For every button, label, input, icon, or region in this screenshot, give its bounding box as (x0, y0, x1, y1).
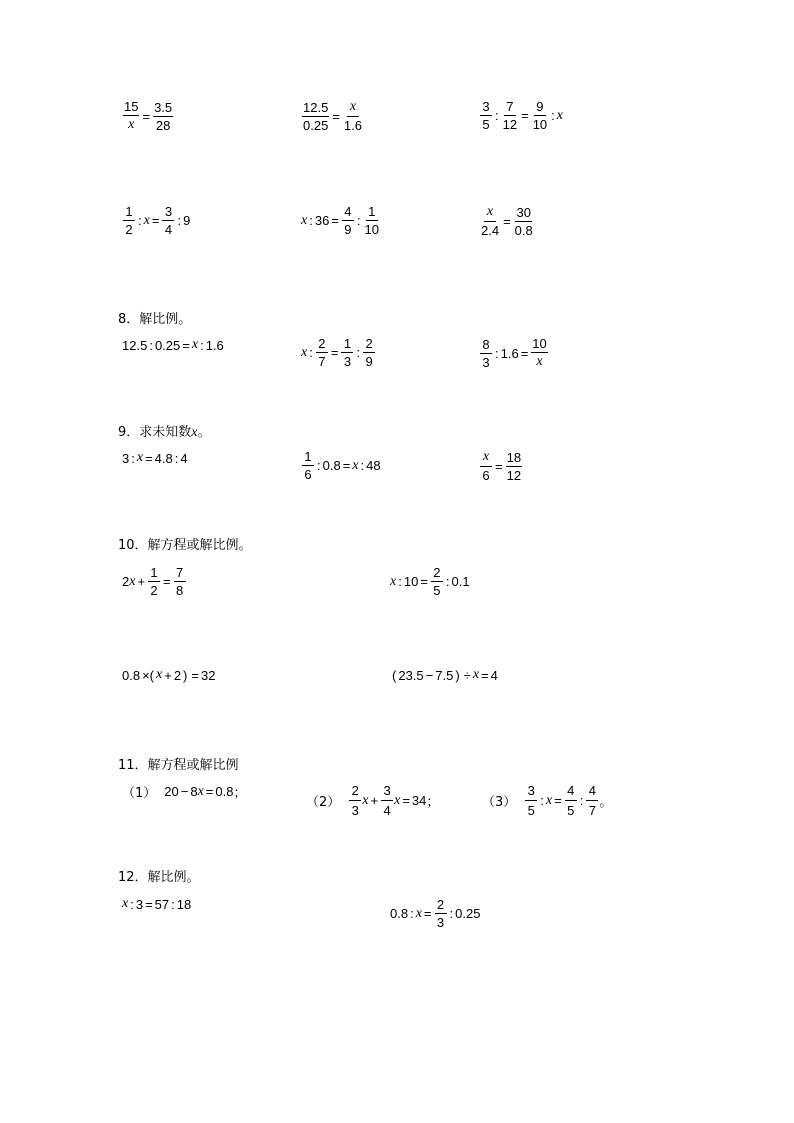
plus-sign: + (370, 793, 379, 808)
numerator: 1 (123, 205, 135, 221)
number: 2 (173, 667, 182, 683)
numerator: 3 (381, 783, 393, 801)
heading-text: 9．求未知数 (118, 425, 192, 440)
equation-10-1 (122, 566, 187, 597)
equation-10-3 (122, 668, 215, 682)
equals-sign: = (163, 574, 171, 589)
numerator: 12.5 (303, 99, 329, 115)
denominator: 3 (351, 803, 359, 818)
problem-11-2 (306, 783, 439, 818)
equation-12-2 (390, 898, 480, 929)
ratio-colon: : (171, 896, 175, 912)
fraction (381, 783, 393, 818)
number: 48 (366, 458, 381, 473)
variable: x (362, 792, 369, 808)
fraction (148, 566, 160, 597)
denominator: 5 (567, 803, 575, 818)
number: 9 (183, 213, 191, 228)
numerator: 4 (565, 783, 577, 801)
fraction (480, 338, 492, 369)
number: 0.8 (390, 906, 409, 921)
equals-sign: = (342, 458, 351, 473)
variable: x (136, 450, 144, 465)
number: 4 (490, 667, 498, 683)
denominator: 9 (344, 222, 352, 237)
problem-11-3 (482, 783, 612, 818)
fraction (502, 100, 518, 131)
ratio-colon: : (495, 345, 499, 361)
equation-4 (122, 205, 190, 236)
fraction (431, 566, 443, 597)
equals-sign: = (151, 213, 160, 228)
number: 4.8 (154, 450, 173, 466)
number: 0.8 (122, 667, 141, 683)
numerator: 18 (506, 449, 522, 465)
denominator: 5 (433, 583, 441, 598)
numerator: 2 (349, 783, 361, 801)
numerator: 15 (124, 99, 139, 114)
equation-12-1 (122, 897, 191, 911)
numerator: 3 (525, 783, 537, 801)
equation-9-1 (122, 451, 188, 465)
equation-1 (122, 100, 174, 132)
ratio-colon: : (398, 574, 402, 589)
ratio-colon: : (130, 896, 134, 912)
denominator: 10 (364, 222, 379, 237)
problem-label: （3） (482, 795, 517, 810)
number: 20 (164, 784, 179, 799)
numerator: 3 (480, 100, 492, 116)
numerator: 10 (532, 336, 547, 351)
denominator: 4 (164, 222, 173, 237)
numerator: 8 (480, 338, 492, 354)
ratio-colon: : (149, 337, 153, 353)
equation-6 (479, 205, 535, 237)
fraction (343, 100, 363, 132)
numerator: 30 (516, 204, 531, 220)
fraction (363, 337, 375, 368)
fraction (435, 898, 447, 929)
punctuation: ； (426, 795, 440, 810)
ratio-colon: : (174, 450, 179, 466)
ratio-colon: : (200, 337, 204, 353)
equals-sign: = (330, 345, 339, 360)
ratio-colon: : (551, 108, 555, 123)
minus-sign: − (180, 784, 189, 799)
ratio-colon: : (540, 793, 544, 808)
numerator: 1 (148, 566, 160, 582)
denominator: 7 (318, 354, 326, 369)
equation-10-2 (390, 566, 470, 597)
variable: x (129, 573, 136, 589)
fraction (531, 337, 547, 369)
numerator: 7 (174, 566, 186, 582)
fraction (565, 783, 577, 818)
punctuation: 。 (599, 795, 613, 810)
fraction (316, 337, 328, 368)
ratio-colon: : (356, 345, 361, 360)
equation (524, 783, 599, 818)
fraction (174, 566, 186, 597)
number: 0.25 (455, 906, 481, 921)
variable: x (390, 573, 397, 589)
fraction (525, 783, 537, 818)
variable: x (394, 792, 401, 808)
ratio-colon: : (131, 450, 135, 466)
numerator: 4 (342, 205, 354, 221)
variable: x (472, 667, 480, 682)
numerator: 2 (435, 898, 447, 914)
denominator: 5 (482, 117, 490, 132)
fraction (364, 205, 380, 236)
ratio-colon: : (445, 574, 450, 589)
fraction (480, 205, 500, 237)
fraction (342, 205, 354, 236)
numerator: 1 (341, 337, 353, 353)
numerator: 1 (366, 205, 378, 221)
variable: x (301, 344, 308, 360)
variable: x (545, 792, 553, 808)
equation (164, 784, 233, 800)
fraction (302, 450, 314, 481)
divide-sign: ÷ (463, 667, 471, 683)
equation-9-3 (479, 450, 523, 482)
fraction (514, 206, 534, 237)
denominator: 12 (502, 117, 518, 132)
denominator: x (536, 354, 543, 369)
equals-sign: = (205, 784, 214, 799)
equals-sign: = (142, 108, 151, 124)
number: 0.8 (215, 784, 234, 799)
equation-8-1 (122, 338, 224, 352)
equals-sign: = (145, 450, 153, 466)
denominator: 28 (155, 117, 171, 133)
numerator: 1 (302, 450, 314, 466)
section-8-heading: 8．解比例。 (118, 312, 192, 327)
equation-8-3 (479, 337, 549, 369)
close-paren: ) (455, 667, 460, 683)
denominator: 6 (304, 467, 312, 482)
fraction (532, 100, 548, 131)
denominator: 0.8 (514, 222, 533, 238)
numerator: 7 (504, 100, 516, 116)
equals-sign: = (420, 574, 428, 589)
fraction (153, 101, 173, 132)
number: 0.25 (154, 337, 181, 353)
ratio-colon: : (449, 906, 454, 921)
denominator: 6 (482, 468, 490, 483)
heading-variable: x (191, 425, 198, 440)
denominator: 0.25 (303, 117, 329, 133)
fraction (302, 101, 329, 132)
variable: x (156, 667, 163, 682)
problem-11-1 (122, 782, 246, 801)
equation-10-4 (390, 668, 498, 682)
number: 0.1 (451, 574, 470, 589)
equation-9-2 (301, 450, 381, 481)
numerator: 9 (534, 100, 546, 116)
punctuation: ； (233, 786, 247, 801)
denominator: 2.4 (481, 223, 500, 238)
number: 7.5 (435, 667, 454, 683)
variable: x (352, 457, 359, 473)
equals-sign: = (521, 108, 529, 123)
fraction (123, 205, 135, 236)
minus-sign: − (425, 667, 434, 683)
number: 18 (176, 896, 192, 912)
section-9-heading (118, 421, 211, 441)
equation (348, 783, 426, 818)
denominator: 5 (527, 803, 535, 818)
equals-sign: = (332, 108, 340, 124)
plus-sign: + (164, 667, 172, 683)
number: 4 (180, 450, 188, 466)
equation-5 (301, 205, 381, 236)
numerator: 2 (363, 337, 375, 353)
ratio-colon: : (309, 213, 313, 228)
number: 57 (154, 896, 170, 912)
denominator: 12 (506, 467, 522, 483)
ratio-colon: : (317, 458, 321, 473)
number: 32 (200, 667, 216, 683)
times-sign: ×( (142, 667, 154, 683)
ratio-colon: : (356, 213, 361, 228)
problem-label: （1） (122, 786, 157, 801)
close-paren: ) (183, 667, 188, 683)
ratio-colon: : (495, 108, 499, 123)
denominator: 1.6 (343, 118, 362, 133)
plus-sign: + (137, 574, 146, 589)
numerator: x (484, 205, 496, 222)
equals-sign: = (520, 345, 529, 361)
open-paren: ( (392, 667, 397, 683)
ratio-colon: : (360, 458, 365, 473)
fraction (480, 450, 492, 482)
denominator: 2 (150, 583, 158, 598)
denominator: x (128, 117, 135, 132)
number: 34 (411, 793, 427, 808)
equals-sign: = (182, 337, 190, 353)
denominator: 2 (125, 222, 133, 237)
fraction (586, 783, 598, 818)
number: 1.6 (205, 337, 224, 353)
number: 8 (190, 784, 198, 799)
fraction (123, 100, 139, 132)
fraction (506, 451, 522, 482)
equals-sign: = (331, 213, 339, 228)
equation-8-2 (301, 337, 376, 368)
denominator: 8 (176, 583, 184, 598)
number: 10 (403, 574, 419, 589)
variable: x (122, 896, 129, 911)
variable: x (191, 337, 199, 352)
equals-sign: = (191, 667, 199, 683)
equals-sign: = (145, 896, 153, 912)
problem-label: （2） (306, 795, 341, 810)
number: 12.5 (122, 337, 148, 353)
equals-sign: = (503, 213, 511, 229)
number: 3 (135, 896, 144, 912)
numerator: x (347, 100, 359, 117)
variable: x (197, 783, 204, 799)
numerator: 3.5 (154, 99, 173, 115)
variable: x (143, 212, 150, 228)
variable: x (556, 107, 563, 123)
denominator: 3 (482, 354, 490, 370)
equals-sign: = (402, 793, 410, 808)
ratio-colon: : (410, 906, 414, 921)
equals-sign: = (495, 458, 503, 474)
denominator: 7 (588, 803, 596, 818)
ratio-colon: : (177, 213, 182, 228)
denominator: 4 (383, 803, 391, 818)
section-12-heading: 12．解比例。 (118, 870, 200, 885)
number: 23.5 (398, 667, 424, 683)
variable: x (415, 905, 422, 921)
numerator: 2 (431, 566, 443, 582)
numerator: 3 (162, 205, 174, 221)
denominator: 9 (365, 354, 373, 369)
variable: x (301, 212, 308, 228)
denominator: 3 (343, 354, 352, 369)
equation-2 (301, 100, 364, 132)
ratio-colon: : (579, 793, 584, 808)
ratio-colon: : (309, 345, 313, 360)
denominator: 3 (436, 915, 445, 930)
equals-sign: = (423, 906, 432, 921)
number: 1.6 (500, 345, 519, 361)
denominator: 10 (532, 117, 548, 132)
numerator: 4 (586, 783, 598, 801)
equation-3 (479, 100, 563, 131)
section-11-heading: 11．解方程或解比例 (118, 758, 239, 773)
number: 36 (314, 213, 330, 228)
numerator: x (480, 450, 492, 467)
fraction (349, 783, 361, 818)
number: 0.8 (322, 458, 341, 473)
number: 3 (122, 450, 130, 466)
fraction (480, 100, 492, 131)
fraction (341, 337, 353, 368)
section-10-heading: 10．解方程或解比例。 (118, 538, 252, 553)
numerator: 2 (316, 337, 328, 353)
fraction (162, 205, 174, 236)
equals-sign: = (481, 667, 489, 683)
number: 2 (122, 574, 130, 589)
ratio-colon: : (138, 213, 142, 228)
heading-end: 。 (197, 425, 211, 440)
equals-sign: = (554, 793, 562, 808)
